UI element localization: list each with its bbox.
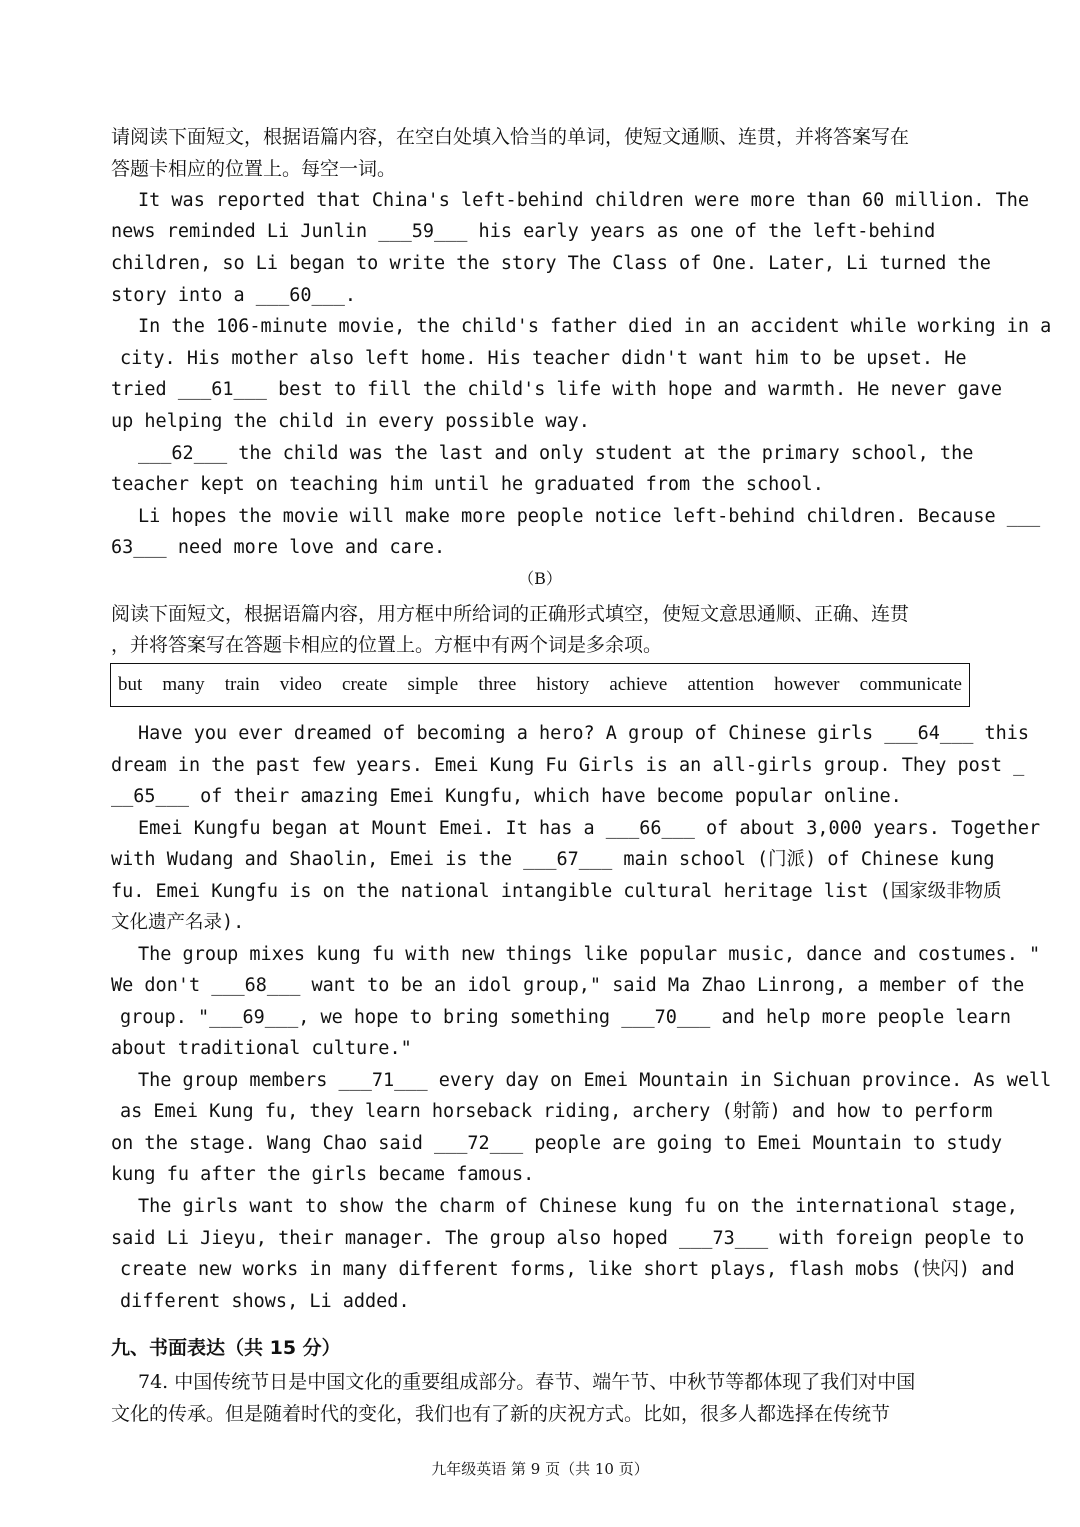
passage-a-line: children, so Li began to write the story The Class of One. Later, Li turned the (111, 253, 991, 274)
word-bank-item: simple (407, 674, 459, 695)
passage-b-line: different shows, Li added. (120, 1291, 410, 1312)
instruction-b-line: 阅读下面短文，根据语篇内容，用方框中所给词的正确形式填空，使短文意思通顺、正确、连贯 (111, 603, 910, 625)
page-footer: 九年级英语 第 9 页（共 10 页） (431, 1460, 649, 1478)
passage-b-line: create new works in many different forms, like short plays, flash mobs (快闪) and (120, 1259, 1015, 1280)
word-bank-item: three (478, 674, 517, 695)
passage-a-line: 63___ need more love and care. (111, 537, 446, 558)
word-bank-item: train (224, 674, 260, 695)
passage-b-line: dream in the past few years. Emei Kung Fu Girls is an all-girls group. They post _ (111, 755, 1025, 776)
instruction-a-line: 答题卡相应的位置上。每空一词。 (111, 158, 397, 180)
word-bank-item: history (536, 674, 590, 695)
word-bank-item: communicate (859, 674, 962, 695)
passage-a-line: news reminded Li Junlin ___59___ his early years as one of the left-behind (111, 221, 936, 242)
passage-b-line: fu. Emei Kungfu is on the national intangible cultural heritage list (国家级非物质 (111, 881, 1002, 902)
word-bank-item: create (342, 674, 388, 695)
instruction-b-line: ，并将答案写在答题卡相应的位置上。方框中有两个词是多余项。 (111, 634, 663, 656)
writing-prompt-line: 文化的传承。但是随着时代的变化，我们也有了新的庆祝方式。比如，很多人都选择在传统节 (111, 1403, 891, 1425)
writing-prompt-line: 74. 中国传统节日是中国文化的重要组成部分。春节、端午节、中秋节等都体现了我们对中国 (138, 1371, 916, 1393)
passage-b-line: kung fu after the girls became famous. (111, 1164, 535, 1185)
passage-a-line: ___62___ the child was the last and only student at the primary school, the (138, 443, 974, 464)
passage-a-line: It was reported that China's left-behind children were more than 60 million. The (138, 190, 1030, 211)
word-bank-item: but (118, 674, 143, 695)
passage-a-line: story into a ___60___. (111, 285, 357, 306)
passage-a-line: Li hopes the movie will make more people notice left-behind children. Because ___ (138, 506, 1041, 527)
word-bank-item: however (774, 674, 840, 695)
passage-b-line: The group members ___71___ every day on Emei Mountain in Sichuan province. As well (138, 1070, 1052, 1091)
passage-b-line: with Wudang and Shaolin, Emei is the ___67___ main school (门派) of Chinese kung (111, 849, 995, 870)
passage-a-line: tried ___61___ best to fill the child's life with hope and warmth. He never gave (111, 379, 1003, 400)
passage-b-line: Emei Kungfu began at Mount Emei. It has a ___66___ of about 3,000 years. Together (138, 818, 1041, 839)
section-b-label: （B） (518, 569, 562, 588)
passage-b-line: Have you ever dreamed of becoming a hero? A group of Chinese girls ___64___ this (138, 723, 1030, 744)
passage-b-line: said Li Jieyu, their manager. The group also hoped ___73___ with foreign people to (111, 1228, 1025, 1249)
passage-b-line: about traditional culture." (111, 1038, 412, 1059)
passage-a-line: teacher kept on teaching him until he graduated from the school. (111, 474, 824, 495)
word-bank-item: many (162, 674, 205, 695)
passage-b-line: __65___ of their amazing Emei Kungfu, which have become popular online. (111, 786, 902, 807)
passage-a-line: In the 106-minute movie, the child's father died in an accident while working in a (138, 316, 1052, 337)
word-bank-box (110, 663, 970, 707)
passage-b-line: group. "___69___, we hope to bring something ___70___ and help more people learn (120, 1007, 1012, 1028)
word-bank-item: achieve (609, 674, 668, 695)
passage-b-line: as Emei Kung fu, they learn horseback riding, archery (射箭) and how to perform (120, 1101, 993, 1122)
instruction-a-line: 请阅读下面短文，根据语篇内容，在空白处填入恰当的单词，使短文通顺、连贯，并将答案写在 (111, 126, 910, 148)
passage-b-line: The girls want to show the charm of Chinese kung fu on the international stage, (138, 1196, 1018, 1217)
word-bank-item: attention (687, 674, 754, 695)
section-heading: 九、书面表达（共 15 分） (111, 1337, 341, 1359)
passage-b-line: 文化遗产名录). (111, 912, 245, 933)
word-bank-item: video (279, 674, 322, 695)
passage-b-line: The group mixes kung fu with new things like popular music, dance and costumes. " (138, 944, 1041, 965)
passage-a-line: up helping the child in every possible way. (111, 411, 590, 432)
passage-b-line: We don't ___68___ want to be an idol group," said Ma Zhao Linrong, a member of the (111, 975, 1025, 996)
passage-b-line: on the stage. Wang Chao said ___72___ people are going to Emei Mountain to study (111, 1133, 1003, 1154)
passage-a-line: city. His mother also left home. His teacher didn't want him to be upset. He (120, 348, 967, 369)
